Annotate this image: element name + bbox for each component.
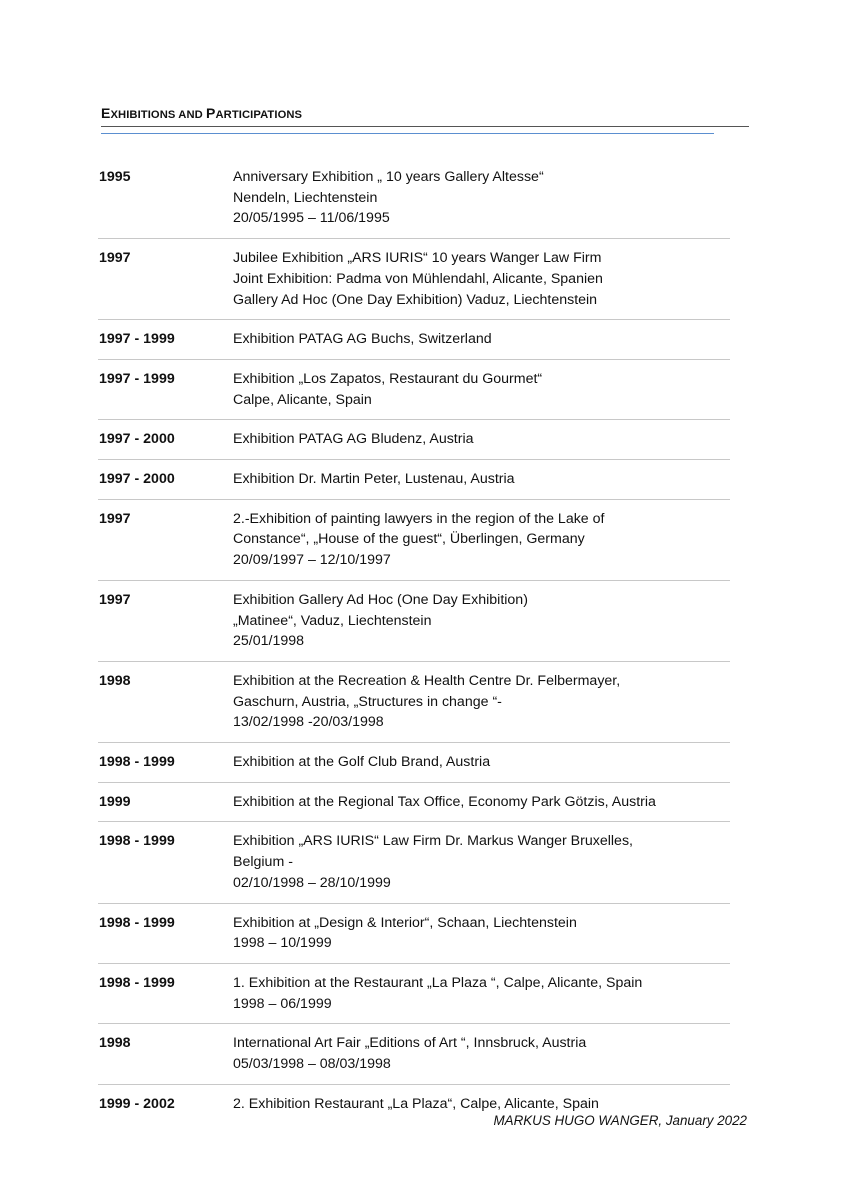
- exhibition-year: 1997: [99, 250, 131, 267]
- exhibition-row: [98, 1024, 730, 1084]
- exhibition-description: [233, 671, 730, 733]
- exhibition-description: [233, 1094, 730, 1115]
- exhibition-year: 1997 - 1999: [99, 331, 175, 348]
- exhibition-year: 1997: [99, 591, 131, 608]
- exhibition-year: 1998 - 1999: [99, 754, 175, 771]
- exhibition-description-line: Joint Exhibition: Padma von Mühlendahl, Alicante, Spanien: [233, 270, 603, 287]
- footer-signature: MARKUS HUGO WANGER, January 2022: [493, 1113, 747, 1128]
- exhibition-description-line: Exhibition at the Recreation & Health Centre Dr. Felbermayer,: [233, 672, 621, 689]
- exhibition-description-line: Exhibition Dr. Martin Peter, Lustenau, Austria: [233, 471, 515, 488]
- exhibition-description: [233, 509, 730, 571]
- exhibition-description-line: Nendeln, Liechtenstein: [233, 189, 378, 206]
- exhibition-row: [98, 783, 730, 823]
- exhibition-description: [233, 590, 730, 652]
- exhibition-row: [98, 904, 730, 964]
- exhibition-year: 1999: [99, 793, 131, 810]
- exhibition-year: 1998: [99, 672, 131, 689]
- exhibition-row: [98, 964, 730, 1024]
- exhibition-description-line: Gaschurn, Austria, „Structures in change “-: [233, 693, 502, 710]
- exhibition-description-line: 1998 – 06/1999: [233, 995, 332, 1012]
- exhibition-description-line: Exhibition PATAG AG Buchs, Switzerland: [233, 331, 492, 348]
- section-heading: [101, 105, 302, 121]
- exhibition-description-line: 20/09/1997 – 12/10/1997: [233, 552, 391, 569]
- exhibition-description-line: Exhibition Gallery Ad Hoc (One Day Exhibition): [233, 591, 528, 608]
- exhibition-description-line: 2.-Exhibition of painting lawyers in the region of the Lake of: [233, 510, 605, 527]
- exhibition-description-line: 13/02/1998 -20/03/1998: [233, 714, 384, 731]
- exhibition-description: [233, 752, 730, 773]
- heading-underline: [101, 126, 749, 127]
- exhibition-year: 1998 - 1999: [99, 914, 175, 931]
- heading-initial-2: P: [206, 105, 216, 121]
- exhibition-description: [233, 973, 730, 1014]
- exhibition-year: 1997 - 2000: [99, 431, 175, 448]
- exhibition-description-line: Constance“, „House of the guest“, Überlingen, Germany: [233, 531, 585, 548]
- exhibition-description: [233, 167, 730, 229]
- exhibition-row: [98, 320, 730, 360]
- exhibition-description-line: Belgium -: [233, 854, 293, 871]
- exhibition-description: [233, 248, 730, 310]
- exhibition-description-line: 1. Exhibition at the Restaurant „La Plaza “, Calpe, Alicante, Spain: [233, 974, 643, 991]
- exhibition-year: 1998: [99, 1035, 131, 1052]
- exhibition-description: [233, 831, 730, 893]
- exhibition-description-line: 2. Exhibition Restaurant „La Plaza“, Calpe, Alicante, Spain: [233, 1095, 599, 1112]
- exhibition-description: [233, 913, 730, 954]
- exhibition-description: [233, 469, 730, 490]
- exhibition-description-line: Exhibition at the Golf Club Brand, Austria: [233, 754, 491, 771]
- exhibition-row: [98, 420, 730, 460]
- exhibition-description-line: 1998 – 10/1999: [233, 935, 332, 952]
- exhibition-description-line: „Matinee“, Vaduz, Liechtenstein: [233, 612, 432, 629]
- exhibition-description-line: Jubilee Exhibition „ARS IURIS“ 10 years Wanger Law Firm: [233, 250, 602, 267]
- heading-initial-1: E: [101, 105, 111, 121]
- exhibition-description-line: 25/01/1998: [233, 633, 305, 650]
- exhibition-description-line: Exhibition PATAG AG Bludenz, Austria: [233, 431, 474, 448]
- exhibition-row: [98, 158, 730, 239]
- exhibition-row: [98, 239, 730, 320]
- exhibition-year: 1997 - 1999: [99, 370, 175, 387]
- exhibition-description-line: Exhibition „ARS IURIS“ Law Firm Dr. Markus Wanger Bruxelles,: [233, 833, 633, 850]
- exhibition-description-line: 05/03/1998 – 08/03/1998: [233, 1056, 391, 1073]
- exhibition-description: [233, 429, 730, 450]
- heading-accent-rule: [101, 133, 714, 134]
- exhibition-description-line: Exhibition at „Design & Interior“, Schaan, Liechtenstein: [233, 914, 577, 931]
- exhibition-description-line: Exhibition „Los Zapatos, Restaurant du Gourmet“: [233, 370, 543, 387]
- exhibition-row: [98, 822, 730, 903]
- exhibition-year: 1998 - 1999: [99, 833, 175, 850]
- exhibition-row: [98, 500, 730, 581]
- exhibition-description-line: Gallery Ad Hoc (One Day Exhibition) Vaduz, Liechtenstein: [233, 291, 598, 308]
- exhibition-year: 1998 - 1999: [99, 974, 175, 991]
- exhibition-year: 1999 - 2002: [99, 1095, 175, 1112]
- heading-rest-2: ARTICIPATIONS: [215, 109, 303, 121]
- exhibition-description-line: Calpe, Alicante, Spain: [233, 391, 372, 408]
- exhibition-row: [98, 460, 730, 500]
- exhibition-description: [233, 329, 730, 350]
- exhibition-row: [98, 743, 730, 783]
- heading-rest-1: XHIBITIONS AND: [110, 109, 207, 121]
- exhibition-year: 1995: [99, 169, 131, 185]
- exhibition-description-line: Anniversary Exhibition „ 10 years Gallery Altesse“: [233, 169, 544, 185]
- exhibition-description-line: Exhibition at the Regional Tax Office, Economy Park Götzis, Austria: [233, 793, 656, 810]
- exhibition-row: [98, 360, 730, 420]
- exhibition-description: [233, 792, 730, 813]
- exhibition-row: [98, 662, 730, 743]
- exhibition-row: [98, 581, 730, 662]
- exhibitions-table: [98, 158, 730, 1124]
- exhibition-description: [233, 369, 730, 410]
- exhibition-description: [233, 1033, 730, 1074]
- exhibition-description-line: 20/05/1995 – 11/06/1995: [233, 210, 390, 227]
- exhibition-year: 1997: [99, 510, 131, 527]
- exhibition-description-line: 02/10/1998 – 28/10/1999: [233, 874, 391, 891]
- exhibition-year: 1997 - 2000: [99, 471, 175, 488]
- exhibition-description-line: International Art Fair „Editions of Art “, Innsbruck, Austria: [233, 1035, 587, 1052]
